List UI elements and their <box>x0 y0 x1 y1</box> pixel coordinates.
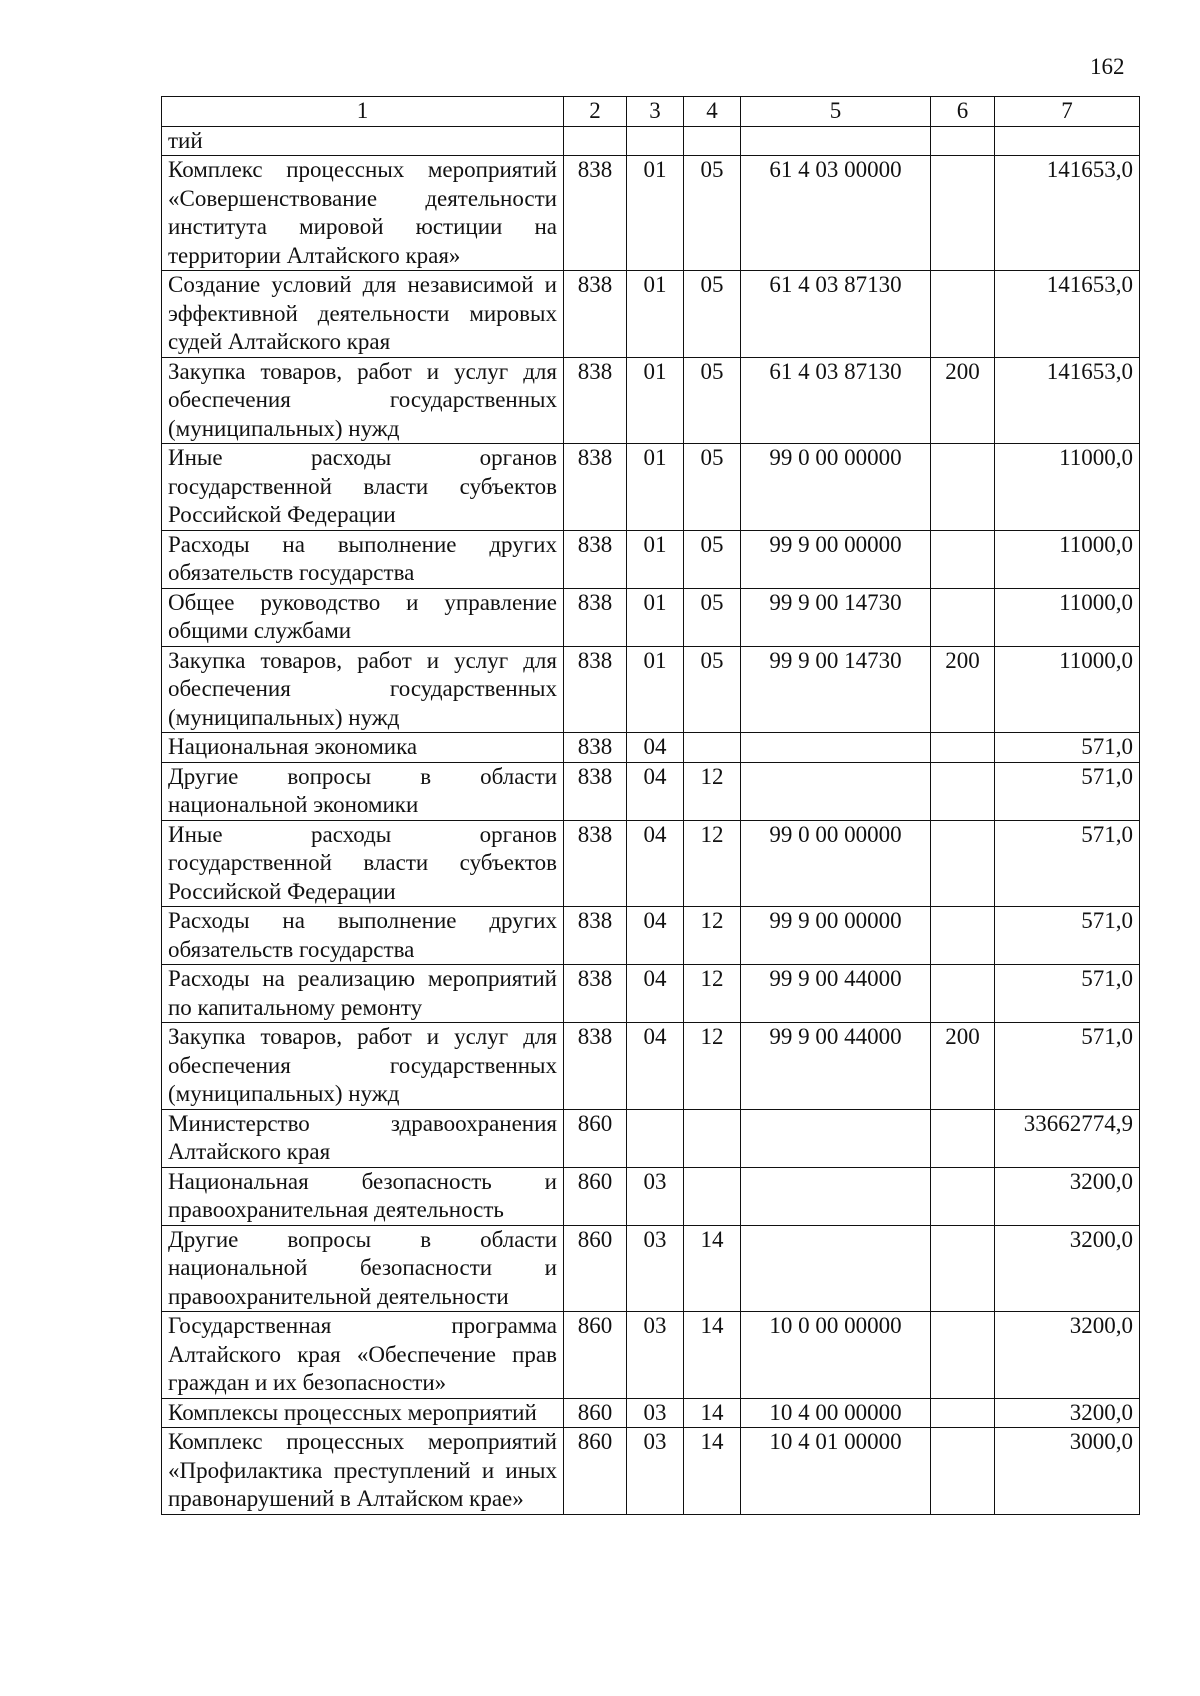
expense-type-code <box>931 156 995 271</box>
subsection-code: 14 <box>684 1398 741 1428</box>
item-name: Национальная безопасность и правоохранительная деятельность <box>162 1167 564 1225</box>
expense-type-code <box>931 1109 995 1167</box>
target-article-code: 61 4 03 87130 <box>741 357 931 444</box>
ministry-code: 838 <box>564 444 627 531</box>
target-article-code: 99 9 00 14730 <box>741 646 931 733</box>
expense-type-code <box>931 126 995 156</box>
expense-type-code: 200 <box>931 646 995 733</box>
target-article-code <box>741 762 931 820</box>
expense-type-code <box>931 1312 995 1399</box>
section-code: 01 <box>627 357 684 444</box>
section-code: 01 <box>627 588 684 646</box>
column-header: 1 <box>162 97 564 127</box>
section-code: 01 <box>627 530 684 588</box>
amount: 11000,0 <box>995 646 1140 733</box>
item-name: Другие вопросы в области национальной экономики <box>162 762 564 820</box>
target-article-code: 99 9 00 14730 <box>741 588 931 646</box>
subsection-code: 12 <box>684 1023 741 1110</box>
item-name: Министерство здравоохранения Алтайского края <box>162 1109 564 1167</box>
section-code: 03 <box>627 1398 684 1428</box>
section-code: 04 <box>627 762 684 820</box>
item-name: Другие вопросы в области национальной безопасности и правоохранительной деятельности <box>162 1225 564 1312</box>
subsection-code: 05 <box>684 646 741 733</box>
expense-type-code <box>931 1398 995 1428</box>
amount: 11000,0 <box>995 588 1140 646</box>
amount: 11000,0 <box>995 444 1140 531</box>
ministry-code: 838 <box>564 271 627 358</box>
amount: 11000,0 <box>995 530 1140 588</box>
expense-type-code <box>931 820 995 907</box>
target-article-code: 99 0 00 00000 <box>741 820 931 907</box>
expense-type-code <box>931 1428 995 1515</box>
expense-type-code <box>931 444 995 531</box>
ministry-code: 860 <box>564 1398 627 1428</box>
section-code: 04 <box>627 907 684 965</box>
subsection-code: 14 <box>684 1312 741 1399</box>
subsection-code: 14 <box>684 1428 741 1515</box>
table-row <box>162 762 1140 820</box>
subsection-code: 12 <box>684 820 741 907</box>
target-article-code: 61 4 03 00000 <box>741 156 931 271</box>
expense-type-code: 200 <box>931 1023 995 1110</box>
item-name: Закупка товаров, работ и услуг для обеспечения государственных (муниципальных) нужд <box>162 1023 564 1110</box>
target-article-code: 99 9 00 00000 <box>741 907 931 965</box>
expense-type-code <box>931 530 995 588</box>
amount: 571,0 <box>995 965 1140 1023</box>
table-row <box>162 588 1140 646</box>
column-header: 3 <box>627 97 684 127</box>
item-name: Иные расходы органов государственной власти субъектов Российской Федерации <box>162 820 564 907</box>
ministry-code: 860 <box>564 1312 627 1399</box>
section-code: 04 <box>627 733 684 763</box>
table-row <box>162 1312 1140 1399</box>
subsection-code: 12 <box>684 907 741 965</box>
ministry-code: 838 <box>564 156 627 271</box>
section-code: 01 <box>627 646 684 733</box>
table-row <box>162 1023 1140 1110</box>
subsection-code: 14 <box>684 1225 741 1312</box>
ministry-code: 838 <box>564 907 627 965</box>
page-number: 162 <box>1090 54 1125 79</box>
target-article-code <box>741 733 931 763</box>
expense-type-code <box>931 271 995 358</box>
section-code: 03 <box>627 1225 684 1312</box>
item-name: Создание условий для независимой и эффективной деятельности мировых судей Алтайского края <box>162 271 564 358</box>
section-code: 01 <box>627 271 684 358</box>
amount <box>995 126 1140 156</box>
amount: 3200,0 <box>995 1225 1140 1312</box>
expense-type-code <box>931 588 995 646</box>
target-article-code: 10 4 00 00000 <box>741 1398 931 1428</box>
target-article-code: 99 9 00 44000 <box>741 965 931 1023</box>
subsection-code: 12 <box>684 762 741 820</box>
amount: 571,0 <box>995 820 1140 907</box>
budget-table <box>161 96 1140 1515</box>
subsection-code: 05 <box>684 530 741 588</box>
table-row <box>162 126 1140 156</box>
expense-type-code <box>931 1167 995 1225</box>
expense-type-code: 200 <box>931 357 995 444</box>
table-row <box>162 646 1140 733</box>
target-article-code <box>741 1167 931 1225</box>
item-name: Комплекс процессных мероприятий «Совершенствование деятельности института мировой юстиции на территории Алтайского края» <box>162 156 564 271</box>
item-name: Комплекс процессных мероприятий «Профилактика преступлений и иных правонарушений в Алтайском крае» <box>162 1428 564 1515</box>
target-article-code: 10 0 00 00000 <box>741 1312 931 1399</box>
ministry-code: 838 <box>564 965 627 1023</box>
column-header: 5 <box>741 97 931 127</box>
table-row <box>162 357 1140 444</box>
table-body <box>162 126 1140 1514</box>
table-row <box>162 156 1140 271</box>
ministry-code: 838 <box>564 530 627 588</box>
target-article-code: 99 9 00 44000 <box>741 1023 931 1110</box>
target-article-code <box>741 126 931 156</box>
subsection-code: 05 <box>684 444 741 531</box>
table-row <box>162 530 1140 588</box>
subsection-code <box>684 126 741 156</box>
table-row <box>162 820 1140 907</box>
ministry-code: 838 <box>564 1023 627 1110</box>
ministry-code: 838 <box>564 646 627 733</box>
table-row <box>162 444 1140 531</box>
table-row <box>162 1398 1140 1428</box>
table-row <box>162 1428 1140 1515</box>
amount: 141653,0 <box>995 156 1140 271</box>
item-name: Государственная программа Алтайского края «Обеспечение прав граждан и их безопасности» <box>162 1312 564 1399</box>
section-code: 04 <box>627 1023 684 1110</box>
ministry-code: 860 <box>564 1428 627 1515</box>
table-row <box>162 965 1140 1023</box>
section-code: 03 <box>627 1167 684 1225</box>
expense-type-code <box>931 1225 995 1312</box>
item-name: Расходы на выполнение других обязательств государства <box>162 907 564 965</box>
target-article-code: 99 0 00 00000 <box>741 444 931 531</box>
expense-type-code <box>931 762 995 820</box>
section-code <box>627 126 684 156</box>
expense-type-code <box>931 907 995 965</box>
section-code: 04 <box>627 965 684 1023</box>
subsection-code <box>684 1109 741 1167</box>
section-code: 01 <box>627 444 684 531</box>
section-code <box>627 1109 684 1167</box>
column-header: 6 <box>931 97 995 127</box>
amount: 3200,0 <box>995 1167 1140 1225</box>
table-row <box>162 1167 1140 1225</box>
table-row <box>162 1225 1140 1312</box>
ministry-code: 838 <box>564 588 627 646</box>
subsection-code: 05 <box>684 588 741 646</box>
subsection-code <box>684 1167 741 1225</box>
amount: 571,0 <box>995 733 1140 763</box>
table-row <box>162 907 1140 965</box>
item-name: Закупка товаров, работ и услуг для обеспечения государственных (муниципальных) нужд <box>162 646 564 733</box>
item-name: Расходы на реализацию мероприятий по капитальному ремонту <box>162 965 564 1023</box>
ministry-code: 860 <box>564 1109 627 1167</box>
item-name: Комплексы процессных мероприятий <box>162 1398 564 1428</box>
item-name: Иные расходы органов государственной власти субъектов Российской Федерации <box>162 444 564 531</box>
ministry-code: 838 <box>564 733 627 763</box>
subsection-code <box>684 733 741 763</box>
amount: 141653,0 <box>995 271 1140 358</box>
section-code: 03 <box>627 1428 684 1515</box>
item-name: Национальная экономика <box>162 733 564 763</box>
column-header: 4 <box>684 97 741 127</box>
amount: 3000,0 <box>995 1428 1140 1515</box>
target-article-code <box>741 1225 931 1312</box>
table-row <box>162 1109 1140 1167</box>
amount: 571,0 <box>995 762 1140 820</box>
column-header: 2 <box>564 97 627 127</box>
section-code: 01 <box>627 156 684 271</box>
amount: 571,0 <box>995 1023 1140 1110</box>
subsection-code: 05 <box>684 271 741 358</box>
amount: 3200,0 <box>995 1398 1140 1428</box>
ministry-code <box>564 126 627 156</box>
ministry-code: 838 <box>564 820 627 907</box>
amount: 141653,0 <box>995 357 1140 444</box>
item-name: тий <box>162 126 564 156</box>
target-article-code: 10 4 01 00000 <box>741 1428 931 1515</box>
item-name: Закупка товаров, работ и услуг для обеспечения государственных (муниципальных) нужд <box>162 357 564 444</box>
amount: 3200,0 <box>995 1312 1140 1399</box>
table-row <box>162 733 1140 763</box>
target-article-code: 61 4 03 87130 <box>741 271 931 358</box>
item-name: Общее руководство и управление общими службами <box>162 588 564 646</box>
ministry-code: 860 <box>564 1225 627 1312</box>
item-name: Расходы на выполнение других обязательств государства <box>162 530 564 588</box>
ministry-code: 838 <box>564 762 627 820</box>
amount: 33662774,9 <box>995 1109 1140 1167</box>
column-header: 7 <box>995 97 1140 127</box>
expense-type-code <box>931 965 995 1023</box>
table-row <box>162 271 1140 358</box>
section-code: 04 <box>627 820 684 907</box>
ministry-code: 838 <box>564 357 627 444</box>
amount: 571,0 <box>995 907 1140 965</box>
subsection-code: 12 <box>684 965 741 1023</box>
subsection-code: 05 <box>684 156 741 271</box>
target-article-code <box>741 1109 931 1167</box>
section-code: 03 <box>627 1312 684 1399</box>
ministry-code: 860 <box>564 1167 627 1225</box>
table-header-row <box>162 97 1140 127</box>
target-article-code: 99 9 00 00000 <box>741 530 931 588</box>
expense-type-code <box>931 733 995 763</box>
subsection-code: 05 <box>684 357 741 444</box>
